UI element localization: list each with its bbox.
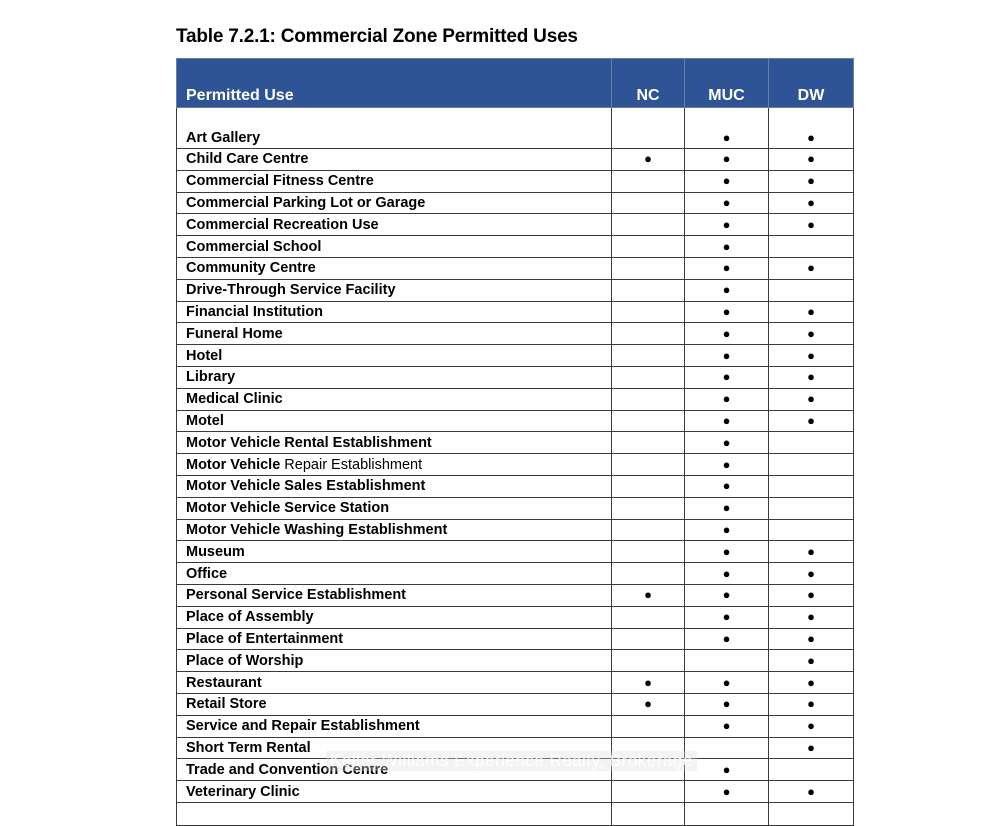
table-row — [177, 628, 854, 650]
permitted-use-label-rest: Repair Establishment — [280, 456, 423, 473]
nc-permitted-cell — [612, 301, 685, 323]
bullet-icon: ● — [722, 630, 731, 646]
muc-permitted-cell — [685, 432, 769, 454]
permitted-use-cell — [177, 149, 612, 171]
table-row — [177, 475, 854, 497]
nc-permitted-cell — [612, 432, 685, 454]
table-header-row — [177, 59, 854, 108]
bullet-icon: ● — [807, 260, 815, 276]
bullet-icon: ● — [722, 151, 731, 167]
bullet-icon: ● — [807, 609, 815, 625]
table-row — [177, 432, 854, 454]
bullet-icon: ● — [722, 696, 731, 712]
permitted-use-label: Commercial School — [186, 238, 322, 255]
muc-permitted-cell — [685, 454, 769, 476]
permitted-use-cell — [177, 323, 612, 345]
dw-permitted-cell — [769, 108, 854, 149]
bullet-icon: ● — [722, 434, 731, 450]
bullet-icon: ● — [644, 151, 652, 167]
dw-permitted-cell — [769, 192, 854, 214]
bullet-icon: ● — [807, 130, 815, 145]
permitted-use-label: Commercial Parking Lot or Garage — [186, 194, 426, 211]
permitted-use-cell — [177, 410, 612, 432]
permitted-use-cell — [177, 672, 612, 694]
table-row — [177, 257, 854, 279]
dw-permitted-cell — [769, 323, 854, 345]
nc-permitted-cell — [612, 454, 685, 476]
nc-permitted-cell — [612, 214, 685, 236]
watermark: Keller Williams Experience Realty, Brokerage — [326, 751, 697, 771]
permitted-use-label: Commercial Fitness Centre — [186, 173, 374, 190]
dw-permitted-cell — [769, 475, 854, 497]
permitted-use-cell — [177, 388, 612, 410]
bullet-icon: ● — [722, 521, 731, 537]
empty-cell — [177, 802, 612, 825]
permitted-use-cell — [177, 606, 612, 628]
bullet-icon: ● — [807, 412, 815, 428]
muc-permitted-cell — [685, 214, 769, 236]
nc-permitted-cell — [612, 650, 685, 672]
table-row — [177, 149, 854, 171]
bullet-icon: ● — [722, 369, 731, 385]
dw-permitted-cell — [769, 759, 854, 781]
table-row — [177, 563, 854, 585]
bullet-icon: ● — [807, 543, 815, 559]
bullet-icon: ● — [722, 761, 731, 777]
muc-permitted-cell — [685, 170, 769, 192]
bullet-icon: ● — [722, 500, 731, 516]
muc-permitted-cell — [685, 301, 769, 323]
permitted-use-label: Drive-Through Service Facility — [186, 282, 396, 299]
permitted-use-label: Motor Vehicle Rental Establishment — [186, 434, 432, 451]
nc-permitted-cell — [612, 497, 685, 519]
table-row — [177, 366, 854, 388]
permitted-use-label: Office — [186, 565, 228, 582]
permitted-use-label: Personal Service Establishment — [186, 587, 407, 604]
permitted-use-cell — [177, 715, 612, 737]
bullet-icon: ● — [722, 391, 731, 407]
dw-permitted-cell — [769, 672, 854, 694]
permitted-use-label: Motor Vehicle Sales Establishment — [186, 478, 426, 495]
bullet-icon: ● — [807, 652, 815, 668]
bullet-icon: ● — [722, 130, 731, 145]
table-row — [177, 236, 854, 258]
permitted-use-label: Veterinary Clinic — [186, 783, 300, 800]
table-row — [177, 541, 854, 563]
nc-permitted-cell — [612, 257, 685, 279]
empty-cell — [685, 802, 769, 825]
permitted-use-cell — [177, 108, 612, 149]
muc-permitted-cell — [685, 279, 769, 301]
table-row — [177, 519, 854, 541]
permitted-use-label: Motor Vehicle Washing Establishment — [186, 521, 448, 538]
bullet-icon: ● — [807, 630, 815, 646]
bullet-icon: ● — [644, 587, 652, 603]
muc-permitted-cell — [685, 672, 769, 694]
permitted-use-label: Motor Vehicle — [186, 456, 281, 473]
muc-permitted-cell — [685, 388, 769, 410]
nc-permitted-cell — [612, 236, 685, 258]
muc-permitted-cell — [685, 192, 769, 214]
muc-permitted-cell — [685, 584, 769, 606]
permitted-use-label: Funeral Home — [186, 325, 283, 342]
nc-permitted-cell — [612, 345, 685, 367]
bullet-icon: ● — [722, 587, 731, 603]
permitted-use-label: Retail Store — [186, 696, 267, 713]
nc-permitted-cell — [612, 693, 685, 715]
dw-permitted-cell — [769, 410, 854, 432]
dw-permitted-cell — [769, 345, 854, 367]
muc-permitted-cell — [685, 628, 769, 650]
permitted-use-cell — [177, 584, 612, 606]
permitted-use-cell — [177, 432, 612, 454]
bullet-icon: ● — [807, 696, 815, 712]
bullet-icon: ● — [807, 783, 815, 799]
dw-permitted-cell — [769, 432, 854, 454]
dw-permitted-cell — [769, 541, 854, 563]
table-row — [177, 672, 854, 694]
permitted-use-cell — [177, 497, 612, 519]
muc-permitted-cell — [685, 257, 769, 279]
table-row — [177, 454, 854, 476]
dw-permitted-cell — [769, 366, 854, 388]
table-row — [177, 279, 854, 301]
bullet-icon: ● — [722, 194, 731, 210]
permitted-use-cell — [177, 279, 612, 301]
permitted-use-cell — [177, 214, 612, 236]
permitted-use-cell — [177, 192, 612, 214]
dw-permitted-cell — [769, 737, 854, 759]
muc-permitted-cell — [685, 693, 769, 715]
table-row — [177, 345, 854, 367]
nc-permitted-cell — [612, 628, 685, 650]
permitted-use-cell — [177, 650, 612, 672]
dw-permitted-cell — [769, 693, 854, 715]
muc-permitted-cell — [685, 345, 769, 367]
table-body — [177, 108, 854, 826]
bullet-icon: ● — [722, 325, 731, 341]
permitted-use-label: Child Care Centre — [186, 151, 309, 168]
bullet-icon: ● — [722, 609, 731, 625]
dw-permitted-cell — [769, 301, 854, 323]
permitted-use-label: Service and Repair Establishment — [186, 718, 420, 735]
permitted-use-label: Place of Worship — [186, 652, 304, 669]
permitted-uses-table — [176, 58, 854, 826]
dw-permitted-cell — [769, 214, 854, 236]
permitted-use-label: Art Gallery — [186, 130, 261, 146]
muc-permitted-cell — [685, 475, 769, 497]
bullet-icon: ● — [722, 282, 731, 298]
muc-permitted-cell — [685, 366, 769, 388]
permitted-use-cell — [177, 781, 612, 803]
muc-permitted-cell — [685, 149, 769, 171]
bullet-icon: ● — [807, 674, 815, 690]
dw-permitted-cell — [769, 628, 854, 650]
permitted-use-cell — [177, 628, 612, 650]
table-row — [177, 715, 854, 737]
permitted-use-label: Hotel — [186, 347, 223, 364]
bullet-icon: ● — [722, 543, 731, 559]
bullet-icon: ● — [722, 303, 731, 319]
bullet-icon: ● — [722, 347, 731, 363]
table-row — [177, 388, 854, 410]
permitted-use-cell — [177, 366, 612, 388]
nc-permitted-cell — [612, 563, 685, 585]
bullet-icon: ● — [807, 325, 815, 341]
permitted-use-label: Motor Vehicle Service Station — [186, 500, 390, 517]
bullet-icon: ● — [722, 674, 731, 690]
permitted-use-cell — [177, 475, 612, 497]
bullet-icon: ● — [722, 565, 731, 581]
permitted-use-cell — [177, 301, 612, 323]
bullet-icon: ● — [807, 718, 815, 734]
bullet-icon: ● — [807, 194, 815, 210]
bullet-icon: ● — [644, 696, 652, 712]
column-header-permitted-use: Permitted Use — [177, 59, 612, 108]
bullet-icon: ● — [807, 347, 815, 363]
muc-permitted-cell — [685, 323, 769, 345]
dw-permitted-cell — [769, 519, 854, 541]
nc-permitted-cell — [612, 541, 685, 563]
table-row — [177, 192, 854, 214]
permitted-use-label: Commercial Recreation Use — [186, 216, 379, 233]
dw-permitted-cell — [769, 584, 854, 606]
muc-permitted-cell — [685, 781, 769, 803]
muc-permitted-cell — [685, 519, 769, 541]
nc-permitted-cell — [612, 279, 685, 301]
permitted-use-label: Library — [186, 369, 236, 386]
nc-permitted-cell — [612, 388, 685, 410]
bullet-icon: ● — [722, 216, 731, 232]
dw-permitted-cell — [769, 781, 854, 803]
bullet-icon: ● — [722, 238, 731, 254]
table-row — [177, 606, 854, 628]
permitted-use-label: Medical Clinic — [186, 391, 283, 408]
bullet-icon: ● — [722, 478, 731, 494]
muc-permitted-cell — [685, 563, 769, 585]
table-row — [177, 108, 854, 149]
column-header-nc: NC — [612, 59, 685, 108]
bullet-icon: ● — [807, 216, 815, 232]
dw-permitted-cell — [769, 606, 854, 628]
bullet-icon: ● — [722, 260, 731, 276]
bullet-icon: ● — [807, 587, 815, 603]
table-row — [177, 781, 854, 803]
bullet-icon: ● — [722, 412, 731, 428]
dw-permitted-cell — [769, 454, 854, 476]
table-row — [177, 301, 854, 323]
bullet-icon: ● — [807, 391, 815, 407]
permitted-use-cell — [177, 519, 612, 541]
nc-permitted-cell — [612, 475, 685, 497]
column-header-dw: DW — [769, 59, 854, 108]
table-row-empty — [177, 802, 854, 825]
bullet-icon: ● — [722, 783, 731, 799]
bullet-icon: ● — [722, 456, 731, 472]
permitted-use-label: Short Term Rental — [186, 739, 311, 756]
bullet-icon: ● — [722, 718, 731, 734]
dw-permitted-cell — [769, 497, 854, 519]
bullet-icon: ● — [807, 151, 815, 167]
nc-permitted-cell — [612, 323, 685, 345]
table-row — [177, 214, 854, 236]
nc-permitted-cell — [612, 715, 685, 737]
muc-permitted-cell — [685, 497, 769, 519]
nc-permitted-cell — [612, 781, 685, 803]
dw-permitted-cell — [769, 279, 854, 301]
muc-permitted-cell — [685, 108, 769, 149]
dw-permitted-cell — [769, 149, 854, 171]
permitted-use-label: Restaurant — [186, 674, 262, 691]
nc-permitted-cell — [612, 606, 685, 628]
dw-permitted-cell — [769, 388, 854, 410]
dw-permitted-cell — [769, 236, 854, 258]
bullet-icon: ● — [722, 173, 731, 189]
column-header-muc: MUC — [685, 59, 769, 108]
bullet-icon: ● — [807, 173, 815, 189]
permitted-use-label: Museum — [186, 543, 245, 560]
permitted-use-label: Motel — [186, 412, 224, 429]
permitted-use-cell — [177, 541, 612, 563]
nc-permitted-cell — [612, 584, 685, 606]
permitted-use-label: Place of Entertainment — [186, 630, 344, 647]
nc-permitted-cell — [612, 672, 685, 694]
nc-permitted-cell — [612, 192, 685, 214]
permitted-use-cell — [177, 345, 612, 367]
bullet-icon: ● — [644, 674, 652, 690]
dw-permitted-cell — [769, 650, 854, 672]
permitted-use-cell — [177, 257, 612, 279]
muc-permitted-cell — [685, 541, 769, 563]
table-row — [177, 650, 854, 672]
table-row — [177, 497, 854, 519]
dw-permitted-cell — [769, 170, 854, 192]
dw-permitted-cell — [769, 715, 854, 737]
dw-permitted-cell — [769, 257, 854, 279]
bullet-icon: ● — [807, 303, 815, 319]
table-title: Table 7.2.1: Commercial Zone Permitted Uses — [176, 26, 578, 47]
permitted-use-label: Community Centre — [186, 260, 316, 277]
permitted-use-cell — [177, 563, 612, 585]
nc-permitted-cell — [612, 108, 685, 149]
table-row — [177, 410, 854, 432]
muc-permitted-cell — [685, 759, 769, 781]
muc-permitted-cell — [685, 715, 769, 737]
bullet-icon: ● — [807, 739, 815, 755]
muc-permitted-cell — [685, 236, 769, 258]
muc-permitted-cell — [685, 606, 769, 628]
nc-permitted-cell — [612, 366, 685, 388]
table-row — [177, 693, 854, 715]
table-row — [177, 170, 854, 192]
permitted-use-cell — [177, 454, 612, 476]
permitted-use-cell — [177, 693, 612, 715]
bullet-icon: ● — [807, 369, 815, 385]
empty-cell — [612, 802, 685, 825]
nc-permitted-cell — [612, 170, 685, 192]
muc-permitted-cell — [685, 410, 769, 432]
permitted-use-label: Place of Assembly — [186, 609, 314, 626]
table-row — [177, 584, 854, 606]
nc-permitted-cell — [612, 149, 685, 171]
muc-permitted-cell — [685, 737, 769, 759]
permitted-use-label: Financial Institution — [186, 303, 323, 320]
table-row — [177, 323, 854, 345]
permitted-use-cell — [177, 236, 612, 258]
bullet-icon: ● — [807, 565, 815, 581]
permitted-use-label: Trade and Convention Centre — [186, 761, 389, 778]
nc-permitted-cell — [612, 519, 685, 541]
dw-permitted-cell — [769, 563, 854, 585]
muc-permitted-cell — [685, 650, 769, 672]
permitted-use-cell — [177, 170, 612, 192]
nc-permitted-cell — [612, 410, 685, 432]
empty-cell — [769, 802, 854, 825]
